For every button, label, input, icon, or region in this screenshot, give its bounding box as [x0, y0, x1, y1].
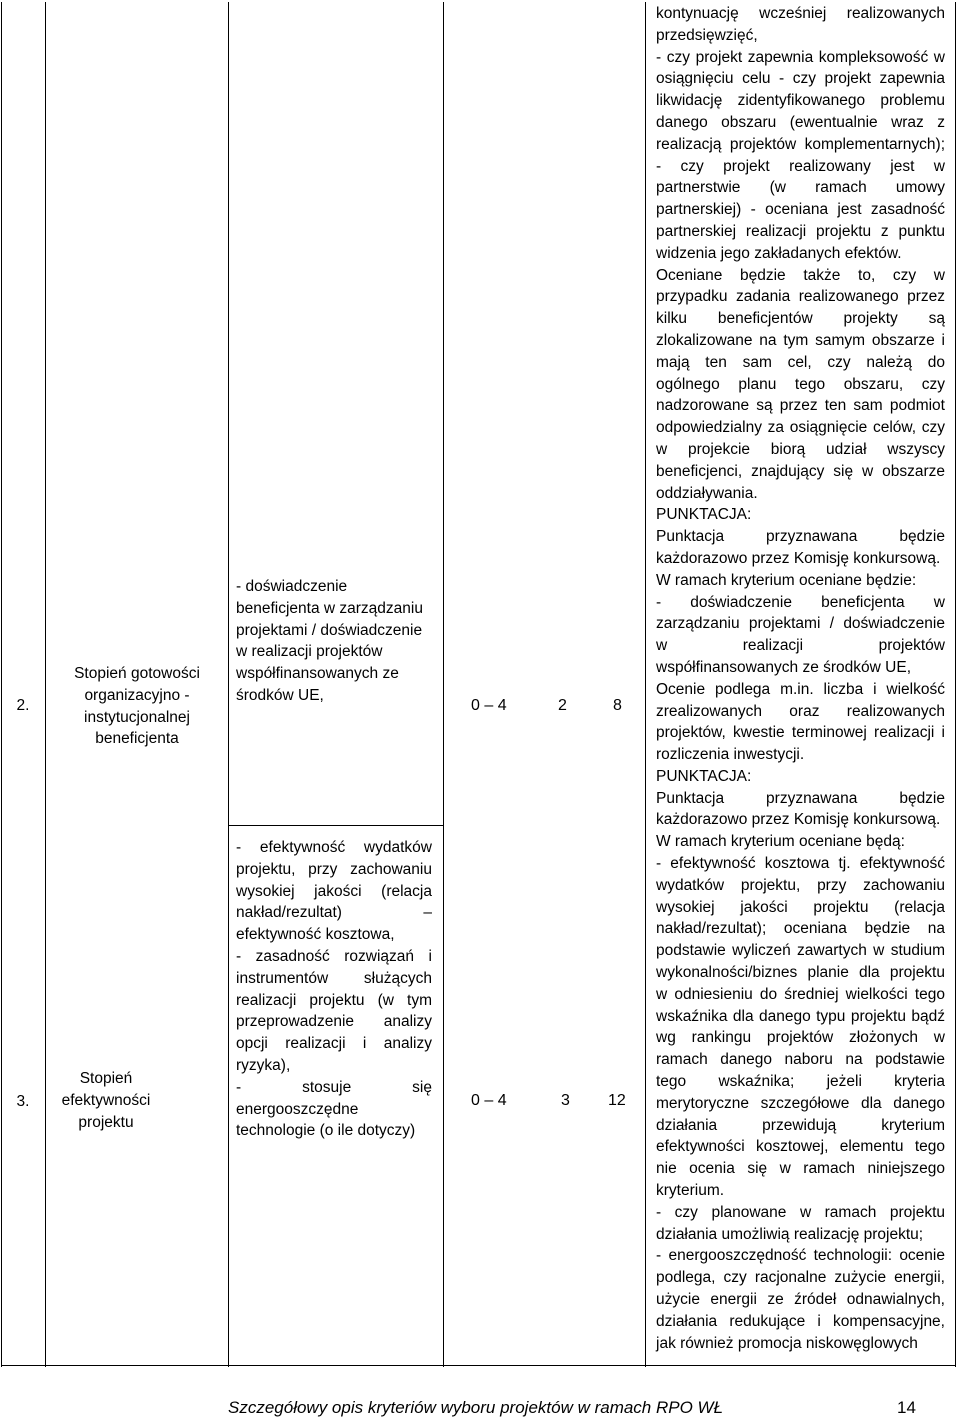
score-range: 0 – 4 — [471, 697, 507, 714]
evaluation-line: projektów, kwestie terminowej realizacji i — [656, 724, 945, 742]
evaluation-line: - czy projekt realizowany jest w — [656, 157, 945, 175]
evaluation-text — [656, 3, 945, 1354]
weight: 3 — [561, 1092, 570, 1109]
evaluation-line: partnerskiej realizacji projektu z punktu — [656, 222, 945, 240]
description-line: środków UE, — [236, 686, 324, 704]
row-number: 3. — [16, 1093, 30, 1110]
evaluation-line: - energooszczędność technologii: ocenie — [656, 1247, 945, 1265]
description-line: - zasadność rozwiązań i — [236, 947, 432, 965]
evaluation-line: nadzorowane są przez ten sam podmiot — [656, 397, 945, 415]
evaluation-line: kryterium. — [656, 1182, 725, 1200]
criterion-name — [46, 1068, 166, 1133]
evaluation-line: wskaźnika dla danego typu projektu bądź — [656, 1007, 945, 1025]
table-border-bottom — [1, 1365, 956, 1366]
evaluation-line: Oceniane będzie także to, czy w — [656, 266, 945, 284]
evaluation-line: - czy projekt zapewnia kompleksowość w — [656, 48, 945, 66]
criterion-name-line: organizacyjno - — [84, 686, 190, 704]
max-points: 8 — [613, 697, 622, 714]
evaluation-line: Ocenie podlega m.in. liczba i wielkość — [656, 680, 945, 698]
evaluation-line: każdorazowo przez Komisję konkursową. — [656, 811, 941, 829]
evaluation-line: ramach danego naboru na podstawie — [656, 1051, 945, 1069]
max-points: 12 — [608, 1092, 626, 1109]
description-line: w realizacji projektów — [236, 643, 383, 661]
evaluation-line: osiągnięciu celu - czy projekt zapewnia — [656, 70, 945, 88]
evaluation-line: kilku beneficjentów projekty są — [656, 310, 945, 328]
description-line: ryzyka), — [236, 1056, 291, 1074]
evaluation-line: wysokiej jakości projektu (relacja — [656, 898, 945, 916]
evaluation-line: partnerstwie (w ramach umowy — [656, 179, 945, 197]
evaluation-line: - czy planowane w ramach projektu — [656, 1203, 945, 1221]
evaluation-line: rozliczenia inwestycji. — [656, 746, 805, 764]
criterion-name-line: efektywności — [61, 1091, 151, 1109]
evaluation-line: jak również promocja niskowęglowych — [656, 1334, 918, 1352]
evaluation-line: widzenia jego zakładanych efektów. — [656, 244, 902, 262]
evaluation-line: partnerskiej) - oceniana jest zasadność — [656, 201, 945, 219]
description-line: przeprowadzenie analizy — [236, 1013, 432, 1031]
description-line: realizacji projektu (w tym — [236, 991, 432, 1009]
description-line: energooszczędne — [236, 1100, 359, 1118]
evaluation-line: likwidację zidentyfikowanego problemu — [656, 92, 945, 110]
evaluation-line: działania przewidują kryterium — [656, 1116, 945, 1134]
criterion-name-line: Stopień — [79, 1070, 133, 1087]
evaluation-line: W ramach kryterium oceniane będzie: — [656, 571, 917, 589]
description-line: projektu, przy zachowaniu — [236, 860, 432, 878]
description-line: projektami / doświadczenie — [236, 621, 423, 639]
evaluation-line: mają ten sam cel, czy należą do — [656, 353, 945, 371]
description-line: technologie (o ile dotyczy) — [236, 1122, 416, 1140]
evaluation-line: Punktacja przyznawana będzie — [656, 789, 945, 807]
column-divider — [645, 2, 646, 1367]
evaluation-line: W ramach kryterium oceniane będą: — [656, 833, 905, 851]
evaluation-line: działania umożliwią realizację projektu; — [656, 1225, 924, 1243]
description-line: współfinansowanych ze — [236, 665, 399, 683]
evaluation-line: efektywności kosztowej, elementu tego — [656, 1138, 945, 1156]
evaluation-line: kontynuację wcześniej realizowanych — [656, 5, 945, 22]
evaluation-line: podstawie wyliczeń zawartych w studium — [656, 942, 945, 960]
description-line: wysokiej jakości (relacja — [236, 882, 432, 900]
column-divider — [443, 2, 444, 1367]
evaluation-line: wydatków projektu, przy zachowaniu — [656, 876, 945, 894]
criterion-name-line: Stopień gotowości — [74, 665, 200, 682]
evaluation-line: wykonalności/biznes planie dla projektu — [656, 964, 945, 982]
evaluation-line: PUNKTACJA: — [656, 506, 752, 524]
evaluation-line: każdorazowo przez Komisję konkursową. — [656, 549, 941, 567]
evaluation-line: przypadku zadania realizowanego przez — [656, 288, 945, 306]
table-border-left — [1, 2, 2, 1367]
evaluation-line: przedsięwzięć, — [656, 26, 758, 44]
evaluation-line: użycie energii ze źródeł odnawialnych, — [656, 1291, 945, 1309]
description-line: opcji realizacji i analizy — [236, 1035, 432, 1053]
evaluation-line: współfinansowanych ze środków UE, — [656, 658, 912, 676]
evaluation-line: wg rankingu projektów złożonych w — [656, 1029, 945, 1047]
footer-title: Szczegółowy opis kryteriów wyboru projektów w ramach RPO WŁ — [228, 1398, 724, 1417]
evaluation-line: w odniesieniu do średniej wielkości tego — [656, 985, 945, 1003]
evaluation-line: odpowiedzialny za osiągnięcie celów, czy — [656, 419, 945, 437]
description-line: - doświadczenie — [236, 578, 348, 595]
evaluation-line: danego obszaru (ewentualnie wraz z — [656, 113, 945, 131]
description-line: nakład/rezultat) – — [236, 904, 432, 922]
weight: 2 — [558, 697, 567, 714]
criterion-description — [236, 576, 436, 707]
description-line: - stosuje się — [236, 1078, 432, 1096]
description-line: instrumentów służących — [236, 969, 432, 987]
criterion-name-line: beneficjenta — [95, 730, 179, 748]
evaluation-line: ogólnego planu tego obszaru, czy — [656, 375, 945, 393]
evaluation-line: beneficjenci, znajdujący się w obszarze — [656, 462, 945, 480]
description-line: beneficjenta w zarządzaniu — [236, 599, 423, 617]
evaluation-line: nie ocenia się w ramach niniejszego — [656, 1160, 945, 1178]
evaluation-line: zarządzaniu projektami / doświadczenie — [656, 615, 945, 633]
table-border-right — [955, 2, 956, 1367]
evaluation-line: oddziaływania. — [656, 484, 758, 502]
page-number: 14 — [897, 1398, 916, 1417]
criterion-name-line: projektu — [78, 1113, 134, 1131]
description-line: efektywność kosztowa, — [236, 926, 395, 944]
evaluation-line: - efektywność kosztowa tj. efektywność — [656, 855, 945, 873]
score-range: 0 – 4 — [471, 1092, 507, 1109]
column-divider — [228, 2, 229, 1367]
evaluation-line: nakład/rezultat); oceniana będzie na — [656, 920, 945, 938]
evaluation-line: w projekcie biorą udział wszyscy — [656, 440, 945, 458]
criterion-name — [46, 663, 228, 750]
evaluation-line: merytoryczne szczegółowe dla danego — [656, 1094, 945, 1112]
evaluation-line: podlega, czy racjonalne zużycie energii, — [656, 1269, 945, 1287]
criterion-name-line: instytucjonalnej — [84, 708, 190, 726]
evaluation-line: - doświadczenie beneficjenta w — [656, 593, 945, 611]
description-line: - efektywność wydatków — [236, 839, 432, 856]
evaluation-line: tego wskaźnika; jeżeli kryteria — [656, 1073, 945, 1091]
evaluation-line: zlokalizowane na tym samym obszarze i — [656, 331, 945, 349]
row-divider — [228, 825, 444, 826]
criterion-description — [236, 837, 432, 1142]
evaluation-line: realizacją projektów komplementarnych); — [656, 135, 945, 153]
evaluation-line: działania redukujące i kompensacyjne, — [656, 1312, 945, 1330]
evaluation-line: PUNKTACJA: — [656, 767, 752, 785]
evaluation-line: zrealizowanych oraz realizowanych — [656, 702, 945, 720]
row-number: 2. — [16, 697, 30, 714]
evaluation-line: Punktacja przyznawana będzie — [656, 528, 945, 546]
evaluation-line: w realizacji projektów — [656, 637, 945, 655]
